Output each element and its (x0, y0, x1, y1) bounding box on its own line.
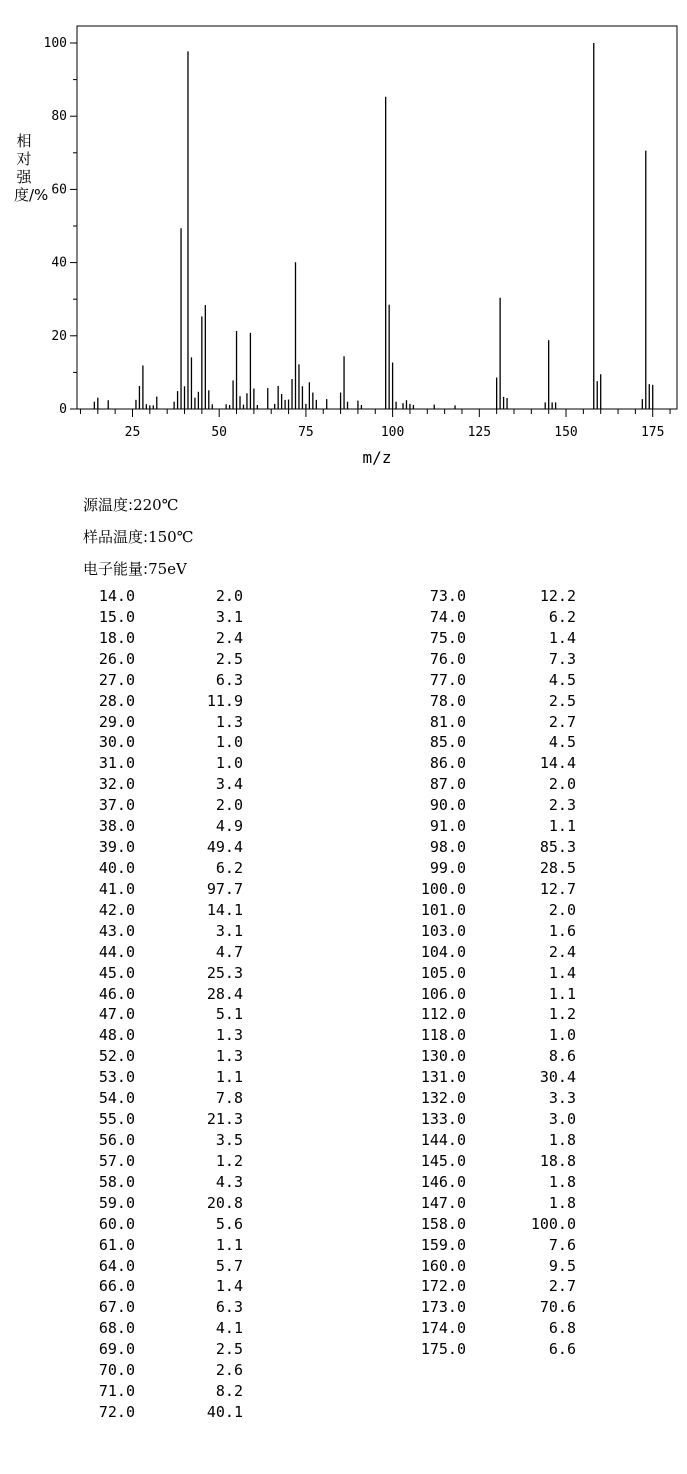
y-tick-label: 80 (51, 109, 67, 125)
peak-mz: 130.0 (420, 1047, 466, 1066)
peak-abundance: 3.5 (215, 1130, 243, 1149)
x-tick-label: 125 (467, 425, 492, 440)
peak-mz: 175.0 (420, 1340, 466, 1359)
peak-row (404, 1088, 576, 1109)
peak-row (85, 1297, 243, 1318)
peak-row (85, 795, 243, 816)
peak-row (85, 1004, 243, 1025)
peak-row (404, 879, 576, 900)
peak-row (404, 732, 576, 753)
peak-abundance: 100.0 (530, 1214, 576, 1233)
peak-abundance: 7.6 (548, 1235, 576, 1254)
peak-abundance: 4.9 (215, 817, 243, 836)
peak-row (85, 1172, 243, 1193)
peak-abundance: 6.8 (548, 1319, 576, 1338)
peak-mz: 47.0 (98, 1005, 135, 1024)
peak-row (85, 586, 243, 607)
peak-abundance: 7.8 (215, 1089, 243, 1108)
peak-row (85, 1025, 243, 1046)
peak-row (404, 1130, 576, 1151)
peak-mz: 146.0 (420, 1172, 466, 1191)
peak-abundance: 14.1 (206, 900, 243, 919)
peak-row (404, 1318, 576, 1339)
peak-abundance: 1.2 (215, 1151, 243, 1170)
peak-mz: 53.0 (98, 1068, 135, 1087)
peak-row (85, 942, 243, 963)
peak-abundance: 1.8 (548, 1193, 576, 1212)
peak-mz: 58.0 (98, 1172, 135, 1191)
y-tick-label: 40 (51, 255, 67, 271)
peak-abundance: 40.1 (206, 1402, 243, 1421)
x-tick-label: 50 (211, 425, 228, 440)
sample-temperature-label: 样品温度: (83, 528, 149, 546)
peak-mz: 105.0 (420, 963, 466, 982)
peak-table-left (85, 586, 243, 1423)
y-tick-label: 100 (43, 36, 67, 51)
peak-mz: 31.0 (98, 754, 135, 773)
peak-row (404, 670, 576, 691)
peak-abundance: 1.1 (215, 1235, 243, 1254)
peak-abundance: 3.1 (215, 921, 243, 940)
peak-abundance: 30.4 (539, 1068, 576, 1087)
source-temperature-value: 220℃ (133, 496, 179, 514)
peak-row (85, 774, 243, 795)
peak-row (85, 649, 243, 670)
peak-mz: 45.0 (98, 963, 135, 982)
peak-mz: 144.0 (420, 1130, 466, 1149)
peak-abundance: 1.3 (215, 1026, 243, 1045)
peak-mz: 40.0 (98, 858, 135, 877)
peak-abundance: 12.2 (539, 587, 576, 605)
peak-mz: 132.0 (420, 1089, 466, 1108)
peak-abundance: 4.5 (548, 733, 576, 752)
sample-temperature (83, 526, 193, 547)
peak-mz: 101.0 (420, 900, 466, 919)
peak-abundance: 9.5 (548, 1256, 576, 1275)
peak-row (404, 858, 576, 879)
peak-row (85, 837, 243, 858)
peak-row (404, 942, 576, 963)
peak-mz: 90.0 (429, 796, 466, 815)
peak-abundance: 70.6 (539, 1298, 576, 1317)
peak-abundance: 2.5 (215, 1340, 243, 1359)
peak-row (85, 670, 243, 691)
peak-row (85, 921, 243, 942)
peak-row (85, 1130, 243, 1151)
peak-mz: 104.0 (420, 942, 466, 961)
peak-abundance: 1.0 (215, 733, 243, 752)
peak-row (85, 1318, 243, 1339)
peak-abundance: 1.1 (215, 1068, 243, 1087)
peak-row (404, 816, 576, 837)
peak-row (404, 712, 576, 733)
peak-mz: 75.0 (429, 628, 466, 647)
peak-mz: 61.0 (98, 1235, 135, 1254)
peak-row (85, 1402, 243, 1423)
peak-row (85, 963, 243, 984)
source-temperature-label: 源温度: (83, 496, 134, 514)
peak-abundance: 1.6 (548, 921, 576, 940)
peak-mz: 44.0 (98, 942, 135, 961)
peak-mz: 99.0 (429, 858, 466, 877)
peak-row (85, 712, 243, 733)
x-tick-label: 175 (640, 425, 665, 440)
peak-row (404, 1193, 576, 1214)
peak-row (404, 963, 576, 984)
peak-abundance: 11.9 (206, 691, 243, 710)
peak-row (404, 921, 576, 942)
peak-abundance: 85.3 (539, 838, 576, 857)
peak-mz: 118.0 (420, 1026, 466, 1045)
peak-row (404, 1256, 576, 1277)
peak-abundance: 2.4 (548, 942, 576, 961)
peak-mz: 173.0 (420, 1298, 466, 1317)
y-axis-label: 相对强度/% (14, 132, 49, 204)
peak-mz: 76.0 (429, 649, 466, 668)
x-axis (80, 409, 670, 440)
sample-temperature-value: 150℃ (148, 528, 194, 546)
peak-mz: 28.0 (98, 691, 135, 710)
peak-abundance: 28.5 (539, 858, 576, 877)
peak-abundance: 3.4 (215, 775, 243, 794)
peak-row (404, 1109, 576, 1130)
peak-mz: 18.0 (98, 628, 135, 647)
peak-row (404, 753, 576, 774)
y-axis (44, 36, 77, 417)
peak-table-right (404, 586, 576, 1360)
x-tick-label: 150 (554, 425, 578, 440)
peak-row (85, 1109, 243, 1130)
peak-mz: 70.0 (98, 1361, 135, 1380)
peak-row (85, 1067, 243, 1088)
peak-mz: 14.0 (98, 587, 135, 605)
peak-abundance: 7.3 (548, 649, 576, 668)
peak-mz: 69.0 (98, 1340, 135, 1359)
peak-abundance: 2.5 (215, 649, 243, 668)
peak-mz: 106.0 (420, 984, 466, 1003)
peak-mz: 59.0 (98, 1193, 135, 1212)
peak-row (85, 1256, 243, 1277)
peak-row (404, 1046, 576, 1067)
peak-abundance: 2.7 (548, 712, 576, 731)
peak-mz: 67.0 (98, 1298, 135, 1317)
peak-abundance: 2.0 (215, 587, 243, 605)
peak-mz: 78.0 (429, 691, 466, 710)
peak-abundance: 2.4 (215, 628, 243, 647)
peak-mz: 38.0 (98, 817, 135, 836)
peak-abundance: 1.4 (215, 1277, 243, 1296)
peak-row (404, 1214, 576, 1235)
peak-abundance: 5.6 (215, 1214, 243, 1233)
peak-abundance: 2.0 (548, 900, 576, 919)
peak-abundance: 14.4 (539, 754, 576, 773)
peak-row (404, 1235, 576, 1256)
peak-mz: 46.0 (98, 984, 135, 1003)
peak-abundance: 21.3 (206, 1110, 243, 1129)
peak-mz: 112.0 (420, 1005, 466, 1024)
peak-row (404, 607, 576, 628)
peak-mz: 56.0 (98, 1130, 135, 1149)
peak-abundance: 8.6 (548, 1047, 576, 1066)
peak-row (404, 900, 576, 921)
peak-abundance: 20.8 (206, 1193, 243, 1212)
peak-abundance: 6.3 (215, 670, 243, 689)
peak-row (85, 1381, 243, 1402)
peak-abundance: 4.7 (215, 942, 243, 961)
peak-mz: 41.0 (98, 879, 135, 898)
peak-row (85, 1088, 243, 1109)
peak-row (85, 1339, 243, 1360)
peak-mz: 71.0 (98, 1382, 135, 1401)
peak-abundance: 4.5 (548, 670, 576, 689)
peak-mz: 64.0 (98, 1256, 135, 1275)
peak-row (404, 795, 576, 816)
plot-frame (77, 26, 677, 409)
peak-mz: 42.0 (98, 900, 135, 919)
peak-abundance: 2.0 (215, 796, 243, 815)
peak-mz: 66.0 (98, 1277, 135, 1296)
peak-abundance: 1.1 (548, 817, 576, 836)
peak-abundance: 1.0 (215, 754, 243, 773)
peak-mz: 54.0 (98, 1089, 135, 1108)
peak-abundance: 8.2 (215, 1382, 243, 1401)
peak-row (85, 1193, 243, 1214)
peak-abundance: 3.1 (215, 607, 243, 626)
peak-mz: 27.0 (98, 670, 135, 689)
peak-mz: 30.0 (98, 733, 135, 752)
peak-abundance: 6.2 (548, 607, 576, 626)
peak-abundance: 4.1 (215, 1319, 243, 1338)
peak-mz: 74.0 (429, 607, 466, 626)
source-temperature (83, 494, 178, 515)
peak-mz: 85.0 (429, 733, 466, 752)
electron-energy (83, 558, 187, 579)
peak-row (404, 1339, 576, 1360)
peak-abundance: 1.8 (548, 1130, 576, 1149)
peak-mz: 77.0 (429, 670, 466, 689)
peak-abundance: 25.3 (206, 963, 243, 982)
peak-abundance: 28.4 (206, 984, 243, 1003)
y-tick-label: 0 (59, 402, 67, 417)
peak-abundance: 3.0 (548, 1110, 576, 1129)
peak-mz: 145.0 (420, 1151, 466, 1170)
peak-row (85, 1276, 243, 1297)
peak-mz: 73.0 (429, 587, 466, 605)
peak-mz: 55.0 (98, 1110, 135, 1129)
peak-mz: 172.0 (420, 1277, 466, 1296)
peak-mz: 131.0 (420, 1068, 466, 1087)
peak-row (404, 837, 576, 858)
peak-row (85, 858, 243, 879)
peak-abundance: 1.0 (548, 1026, 576, 1045)
peak-row (404, 649, 576, 670)
peak-row (404, 1067, 576, 1088)
peak-row (85, 816, 243, 837)
peak-mz: 48.0 (98, 1026, 135, 1045)
peak-mz: 98.0 (429, 838, 466, 857)
peak-abundance: 1.3 (215, 1047, 243, 1066)
y-tick-label: 60 (51, 182, 67, 198)
peak-mz: 87.0 (429, 775, 466, 794)
peak-row (404, 984, 576, 1005)
peak-abundance: 6.2 (215, 858, 243, 877)
peak-abundance: 6.6 (548, 1340, 576, 1359)
peak-abundance: 2.6 (215, 1361, 243, 1380)
peak-mz: 60.0 (98, 1214, 135, 1233)
peak-row (404, 1276, 576, 1297)
electron-energy-value: 75eV (148, 560, 187, 578)
peak-row (85, 628, 243, 649)
peak-abundance: 3.3 (548, 1089, 576, 1108)
peak-abundance: 97.7 (206, 879, 243, 898)
peak-abundance: 4.3 (215, 1172, 243, 1191)
peak-mz: 160.0 (420, 1256, 466, 1275)
peak-abundance: 2.0 (548, 775, 576, 794)
peak-row (404, 1151, 576, 1172)
peak-abundance: 5.7 (215, 1256, 243, 1275)
peak-mz: 158.0 (420, 1214, 466, 1233)
x-axis-label: m/z (362, 448, 392, 467)
peak-row (404, 1004, 576, 1025)
peak-mz: 52.0 (98, 1047, 135, 1066)
mass-spectrum-chart (0, 0, 687, 480)
peak-row (85, 900, 243, 921)
peak-mz: 43.0 (98, 921, 135, 940)
peak-mz: 86.0 (429, 754, 466, 773)
peak-mz: 72.0 (98, 1402, 135, 1421)
peak-abundance: 49.4 (206, 838, 243, 857)
peak-mz: 29.0 (98, 712, 135, 731)
peak-row (404, 1297, 576, 1318)
peak-abundance: 6.3 (215, 1298, 243, 1317)
peak-abundance: 1.3 (215, 712, 243, 731)
peak-row (85, 732, 243, 753)
electron-energy-label: 电子能量: (83, 560, 149, 578)
peak-mz: 26.0 (98, 649, 135, 668)
peak-row (404, 691, 576, 712)
peak-mz: 159.0 (420, 1235, 466, 1254)
peak-abundance: 2.5 (548, 691, 576, 710)
peak-row (85, 607, 243, 628)
peak-abundance: 1.1 (548, 984, 576, 1003)
peak-row (404, 1025, 576, 1046)
peak-row (85, 1046, 243, 1067)
peak-abundance: 1.4 (548, 963, 576, 982)
peak-mz: 81.0 (429, 712, 466, 731)
peak-row (85, 879, 243, 900)
peak-mz: 57.0 (98, 1151, 135, 1170)
x-tick-label: 25 (124, 425, 141, 440)
peak-bars (94, 43, 652, 409)
peak-abundance: 1.8 (548, 1172, 576, 1191)
peak-row (85, 753, 243, 774)
y-tick-label: 20 (51, 328, 67, 344)
peak-row (404, 1172, 576, 1193)
peak-row (85, 691, 243, 712)
peak-row (404, 774, 576, 795)
peak-row (85, 1360, 243, 1381)
peak-mz: 39.0 (98, 838, 135, 857)
peak-mz: 37.0 (98, 796, 135, 815)
peak-mz: 91.0 (429, 817, 466, 836)
x-tick-label: 75 (298, 425, 314, 440)
x-tick-label: 100 (380, 425, 405, 440)
peak-mz: 147.0 (420, 1193, 466, 1212)
peak-row (85, 1214, 243, 1235)
peak-row (85, 1235, 243, 1256)
peak-abundance: 18.8 (539, 1151, 576, 1170)
peak-row (85, 1151, 243, 1172)
peak-abundance: 1.4 (548, 628, 576, 647)
peak-mz: 15.0 (98, 607, 135, 626)
peak-abundance: 1.2 (548, 1005, 576, 1024)
peak-mz: 100.0 (420, 879, 466, 898)
peak-mz: 32.0 (98, 775, 135, 794)
peak-mz: 174.0 (420, 1319, 466, 1338)
peak-row (404, 628, 576, 649)
peak-mz: 68.0 (98, 1319, 135, 1338)
peak-abundance: 2.7 (548, 1277, 576, 1296)
peak-mz: 133.0 (420, 1110, 466, 1129)
peak-abundance: 12.7 (539, 879, 576, 898)
peak-mz: 103.0 (420, 921, 466, 940)
peak-abundance: 2.3 (548, 796, 576, 815)
peak-row (85, 984, 243, 1005)
peak-row (404, 586, 576, 607)
peak-abundance: 5.1 (215, 1005, 243, 1024)
